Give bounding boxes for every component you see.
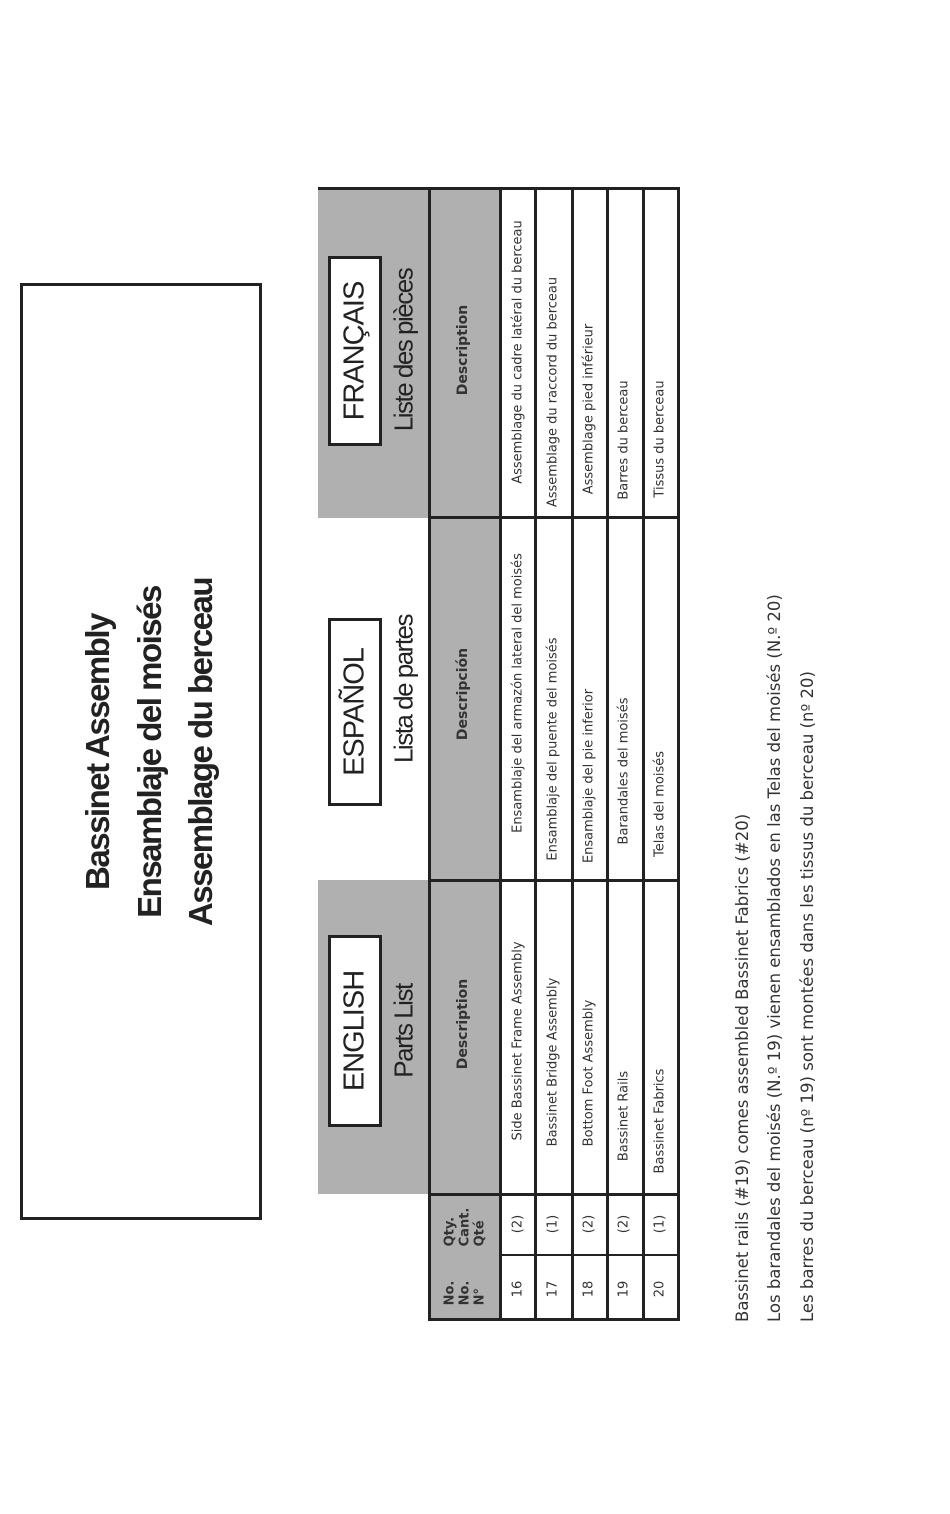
english-subtitle: Parts List bbox=[388, 984, 419, 1078]
rule-header-right-french bbox=[428, 187, 431, 518]
note-french: Les barres du berceau (nº 19) sont montées dans les tissus du berceau (nº 20) bbox=[798, 671, 817, 1322]
title-spanish: Ensamblaje del moisés bbox=[131, 585, 168, 918]
row-20-no: 20 bbox=[652, 1280, 668, 1298]
row-20-fr: Tissus du berceau bbox=[652, 380, 668, 498]
row-18-es: Ensamblaje del pie inferior bbox=[581, 688, 597, 864]
french-subtitle: Liste des pièces bbox=[388, 268, 419, 432]
rule-row-19 bbox=[642, 187, 645, 1320]
rule-row-18 bbox=[606, 187, 609, 1320]
row-19-es: Barandales del moisés bbox=[616, 697, 632, 845]
row-19-fr: Barres du berceau bbox=[616, 380, 632, 500]
row-16-es: Ensamblaje del armazón lateral del moisés bbox=[510, 553, 526, 833]
spanish-desc-header: Descripción bbox=[455, 647, 471, 741]
row-16-fr: Assemblage du cadre latéral du berceau bbox=[510, 220, 526, 484]
row-18-no: 18 bbox=[581, 1280, 597, 1298]
row-17-fr: Assemblage du raccord du berceau bbox=[545, 276, 561, 508]
row-17-qty: (1) bbox=[545, 1214, 561, 1234]
rule-header-right-spanish bbox=[428, 518, 431, 880]
rule-col-en-qty bbox=[428, 1193, 680, 1196]
spanish-subtitle: Lista de partes bbox=[388, 614, 419, 764]
rule-row-16 bbox=[534, 187, 537, 1320]
row-16-en: Side Bassinet Frame Assembly bbox=[510, 941, 526, 1141]
spanish-label: ESPAÑOL bbox=[338, 648, 371, 776]
row-20-en: Bassinet Fabrics bbox=[652, 1068, 668, 1174]
row-20-qty: (1) bbox=[652, 1214, 668, 1234]
row-20-es: Telas del moisés bbox=[652, 751, 668, 857]
row-18-en: Bottom Foot Assembly bbox=[581, 999, 597, 1147]
french-desc-header: Description bbox=[455, 304, 471, 396]
row-17-es: Ensamblaje del puente del moisés bbox=[545, 637, 561, 861]
title-french: Assemblage du berceau bbox=[182, 577, 219, 926]
rule-col-qty-no bbox=[500, 1254, 680, 1256]
row-19-no: 19 bbox=[616, 1280, 632, 1298]
row-18-qty: (2) bbox=[581, 1214, 597, 1234]
english-label: ENGLISH bbox=[338, 970, 371, 1092]
number-header: No. No. N° bbox=[442, 1280, 488, 1306]
row-19-qty: (2) bbox=[616, 1214, 632, 1234]
row-17-en: Bassinet Bridge Assembly bbox=[545, 977, 561, 1147]
rule-col-fr-es bbox=[428, 516, 680, 519]
rule-row-17 bbox=[571, 187, 574, 1320]
english-desc-header: Description bbox=[455, 978, 471, 1070]
row-18-fr: Assemblage pied inférieur bbox=[581, 323, 597, 495]
title-english: Bassinet Assembly bbox=[79, 613, 116, 890]
french-label: FRANÇAIS bbox=[338, 281, 371, 421]
note-spanish: Los barandales del moisés (N.º 19) vienen ensamblados en las Telas del moisés (N.º 20) bbox=[765, 594, 784, 1322]
rule-header-right-english bbox=[428, 880, 431, 1320]
qty-header: Qty. Cant. Qté bbox=[442, 1207, 488, 1247]
row-16-qty: (2) bbox=[510, 1214, 526, 1234]
rule-row-20 bbox=[677, 187, 680, 1320]
title-box bbox=[20, 283, 262, 1220]
row-19-en: Bassinet Rails bbox=[616, 1070, 632, 1162]
rule-header-bottom bbox=[499, 187, 502, 1320]
note-english: Bassinet rails (#19) comes assembled Bassinet Fabrics (#20) bbox=[733, 813, 752, 1322]
rule-col-top bbox=[318, 187, 680, 190]
row-16-no: 16 bbox=[510, 1280, 526, 1298]
rule-col-bottom bbox=[428, 1318, 680, 1321]
row-17-no: 17 bbox=[545, 1280, 561, 1298]
rule-col-es-en bbox=[428, 879, 680, 882]
